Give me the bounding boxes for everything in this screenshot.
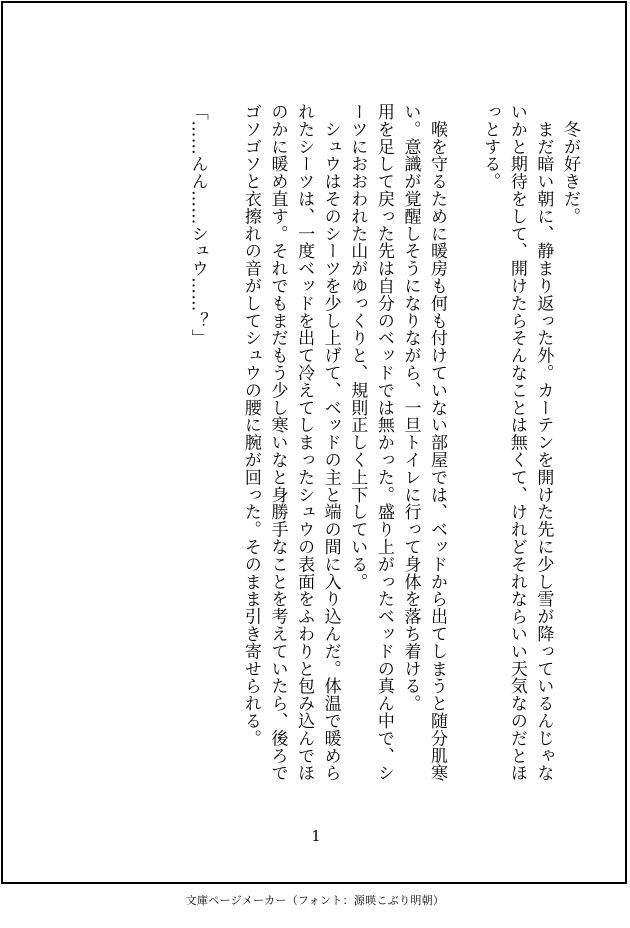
blank-line — [211, 103, 238, 104]
paragraph: シュウはそのシーツを少し上げて、ベッドの主と端の間に入り込んだ。体温で暖められたシーツは、一度ベッドを出て冷えてしまったシュウの表面をふわりと包み込んでほのかに暖め直す。それでもまだもう少し寒いなと身勝手なことを考えていたら、後ろでゴソゴソと衣擦れの音がしてシュウの腰に腕が回った。そのまま引き寄せられる。 — [240, 103, 341, 782]
paragraph-blank — [450, 103, 477, 783]
vertical-text-body — [184, 103, 583, 783]
paragraph: 喉を守るために暖房も何も付けていない部屋では、ベッドから出てしまうと随分肌寒い。意識が覚醒しそうになりながら、一旦トイレに行って身体を落ち着ける。 — [400, 103, 448, 782]
paragraph: 「……んん……シュウ……？」 — [187, 103, 208, 347]
footer-credit: 文庫ページメーカー（フォント：源暎こぶり明朝） — [185, 894, 445, 907]
paragraph: 冬が好きだ。 — [560, 103, 580, 225]
blank-line — [450, 103, 477, 104]
page-number: 1 — [311, 827, 321, 845]
paragraph: 用を足して戻った先は自分のベッドでは無かった。盛り上がったベッドの真ん中で、シーツにおおわれた山がゆっくりと、規則正しく上下している。 — [347, 103, 394, 782]
book-page — [1, 1, 627, 884]
paragraph-blank — [211, 103, 238, 783]
paragraph: まだ暗い朝に、静まり返った外。カーテンを開けた先に少し雪が降っているんじゃないかと期待をして、開けたらそんなことは無くて、けれどそれならいい天気なのだとほっとする。 — [480, 103, 554, 782]
